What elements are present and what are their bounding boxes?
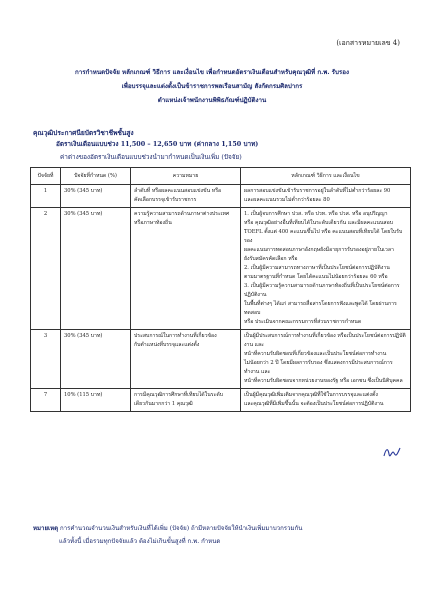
- row-level: 7: [31, 389, 61, 412]
- row-percent: 30% (345 บาท): [61, 330, 131, 389]
- table-row: [31, 389, 411, 412]
- criteria-line: เป็นผู้มีประสบการณ์การทำงานที่เกี่ยวข้อง หรือเป็นประโยชน์ต่อการปฏิบัติงาน และ: [244, 333, 406, 348]
- title-line-2: เพื่อบรรจุและแต่งตั้งเป็นข้าราชการพลเรือนสามัญ สังกัดกรมศิลปากร: [121, 83, 303, 90]
- footnote: [33, 522, 393, 548]
- table-row: [31, 330, 411, 389]
- criteria-line: หรือ คุณวุฒิอย่างอื่นที่เทียบได้ในระดับเดียวกัน และมีผลคะแนนสอบ: [244, 220, 393, 226]
- criteria-line: TOEFL ตั้งแต่ 400 คะแนนขึ้นไป หรือ คะแนนสอบที่เทียบได้ โดยใบรับรอง: [244, 229, 403, 244]
- header-criteria: หลักเกณฑ์ วิธีการ และเงื่อนไข: [241, 168, 411, 185]
- header-meaning: ความหมาย: [131, 168, 241, 185]
- row-meaning: [131, 208, 241, 330]
- row-level: 3: [31, 330, 61, 389]
- row-percent: 10% (115 บาท): [61, 389, 131, 412]
- title-line-3: ตำแหน่งเจ้าพนักงานพิพิธภัณฑ์ปฏิบัติงาน: [157, 97, 267, 104]
- criteria-line: หน้าที่ความรับผิดชอบที่เกี่ยวข้องและเป็นประโยชน์ต่อการทำงาน: [244, 351, 387, 357]
- document-reference: (เอกสารหมายเลข 4): [336, 39, 400, 47]
- section-heading: คุณวุฒิประกาศนียบัตรวิชาชีพชั้นสูง: [33, 129, 134, 137]
- meaning-line: หรือภาษาท้องถิ่น: [134, 220, 172, 226]
- table-row: [31, 208, 411, 330]
- criteria-line: 3. เป็นผู้มีความรู้ความสามารถด้านภาษาท้องถิ่นที่เป็นประโยชน์ต่อการปฏิบัติงาน: [244, 283, 400, 298]
- factor-table: [30, 167, 411, 412]
- row-percent: 30% (345 บาท): [61, 208, 131, 330]
- row-meaning: [131, 185, 241, 208]
- row-criteria: [241, 185, 411, 208]
- handwritten-signature: [382, 445, 402, 459]
- criteria-line: และผลคะแนนรวมไม่ต่ำกว่าร้อยละ 80: [244, 197, 330, 203]
- criteria-line: ตามมาตรฐานที่กำหนด โดยได้คะแนนไม่น้อยกว่าร้อยละ 60 หรือ: [244, 274, 388, 280]
- footnote-line-1: การคำนวณจำนวนเงินสำหรับเงินที่ได้เพิ่ม (ปัจจัย) ถ้ามีหลายปัจจัยให้นำเงินเพิ่มมาบวกรวมกัน: [60, 525, 303, 532]
- meaning-line: ลำดับที่ หรือผลคะแนนสอบแข่งขัน หรือ: [134, 188, 222, 194]
- meaning-line: กับตำแหน่งที่บรรจุและแต่งตั้ง: [134, 342, 200, 348]
- criteria-line: และคุณวุฒิที่มีเพิ่มขึ้นนั้น จะต้องเป็นประโยชน์ต่อการปฏิบัติงาน: [244, 401, 384, 407]
- title-line-1: การกำหนดปัจจัย หลักเกณฑ์ วิธีการ และเงื่อนไข เพื่อกำหนดอัตราเงินเดือนสำหรับคุณวุฒิที่ ก.พ. รับรอง: [75, 69, 349, 76]
- row-level: 1: [31, 185, 61, 208]
- criteria-line: ผลคะแนนการทดสอบภาษาอังกฤษยังมีอายุการรับรองอยู่ภายในเวลา: [244, 247, 394, 253]
- row-meaning: [131, 389, 241, 412]
- table-header-row: [31, 168, 411, 185]
- header-percent: ปัจจัยที่กำหนด (%): [61, 168, 131, 185]
- footnote-line-2: แล้วทั้งนี้ เมื่อรวมทุกปัจจัยแล้ว ต้องไม่เกินขั้นสูงที่ ก.พ. กำหนด: [59, 538, 221, 545]
- criteria-line: หรือ ประเมินจากคณะกรรมการที่ส่วนราชการกำหนด: [244, 319, 362, 325]
- criteria-line: หน้าที่ความรับผิดชอบจากหน่วยงานของรัฐ หรือ เอกชน ซึ่งเป็นนิติบุคคล: [244, 378, 403, 384]
- criteria-line: ยังรับสมัครคัดเลือก หรือ: [244, 256, 298, 262]
- table-row: [31, 185, 411, 208]
- row-meaning: [131, 330, 241, 389]
- meaning-line: เดียวกันมากกว่า 1 คุณวุฒิ: [134, 401, 193, 407]
- criteria-line: ไม่น้อยกว่า 2 ปี โดยมีผลการรับรอง ซึ่งแสดงการมีประสบการณ์การทำงาน และ: [244, 360, 393, 375]
- row-percent: 30% (345 บาท): [61, 185, 131, 208]
- footnote-label: หมายเหตุ: [33, 525, 59, 532]
- meaning-line: คัดเลือกบรรจุเข้ารับราชการ: [134, 197, 197, 203]
- criteria-line: ในพื้นที่ต่างๆ ได้แก่ สามารถสื่อสารโดยการฟังและพูดได้ โดยผ่านการทดสอบ: [244, 301, 397, 316]
- row-criteria: [241, 330, 411, 389]
- meaning-line: การมีคุณวุฒิการศึกษาที่เทียบได้ในระดับ: [134, 392, 223, 398]
- row-criteria: [241, 208, 411, 330]
- meaning-line: ประสบการณ์ในการทำงานที่เกี่ยวข้อง: [134, 333, 217, 339]
- header-level: ปัจจัยที่: [31, 168, 61, 185]
- criteria-line: 1. เป็นผู้จบการศึกษา ปวส. หรือ ปวท. หรือ ปวส. หรือ อนุปริญญา: [244, 211, 388, 217]
- meaning-line: ความรู้ความสามารถด้านภาษาต่างประเทศ: [134, 211, 230, 217]
- criteria-line: 2. เป็นผู้มีความสามารถทางภาษาที่เป็นประโยชน์ต่อการปฏิบัติงาน: [244, 265, 390, 271]
- salary-range-line: อัตราเงินเดือนแบบช่วง 11,500 – 12,650 บาท (ค่ากลาง 1,150 บาท): [56, 140, 259, 148]
- salary-difference-line: ค่าต่างของอัตราเงินเดือนแบบช่วงนำมากำหนดเป็นเงินเพิ่ม (ปัจจัย): [60, 153, 242, 161]
- criteria-line: เป็นผู้มีคุณวุฒิเพิ่มเติมจากคุณวุฒิที่ใช้ในการบรรจุและแต่งตั้ง: [244, 392, 378, 398]
- criteria-line: ผลการสอบแข่งขันเข้ารับราชการอยู่ในลำดับที่ไม่ต่ำกว่าร้อยละ 90: [244, 188, 391, 194]
- row-level: 2: [31, 208, 61, 330]
- row-criteria: [241, 389, 411, 412]
